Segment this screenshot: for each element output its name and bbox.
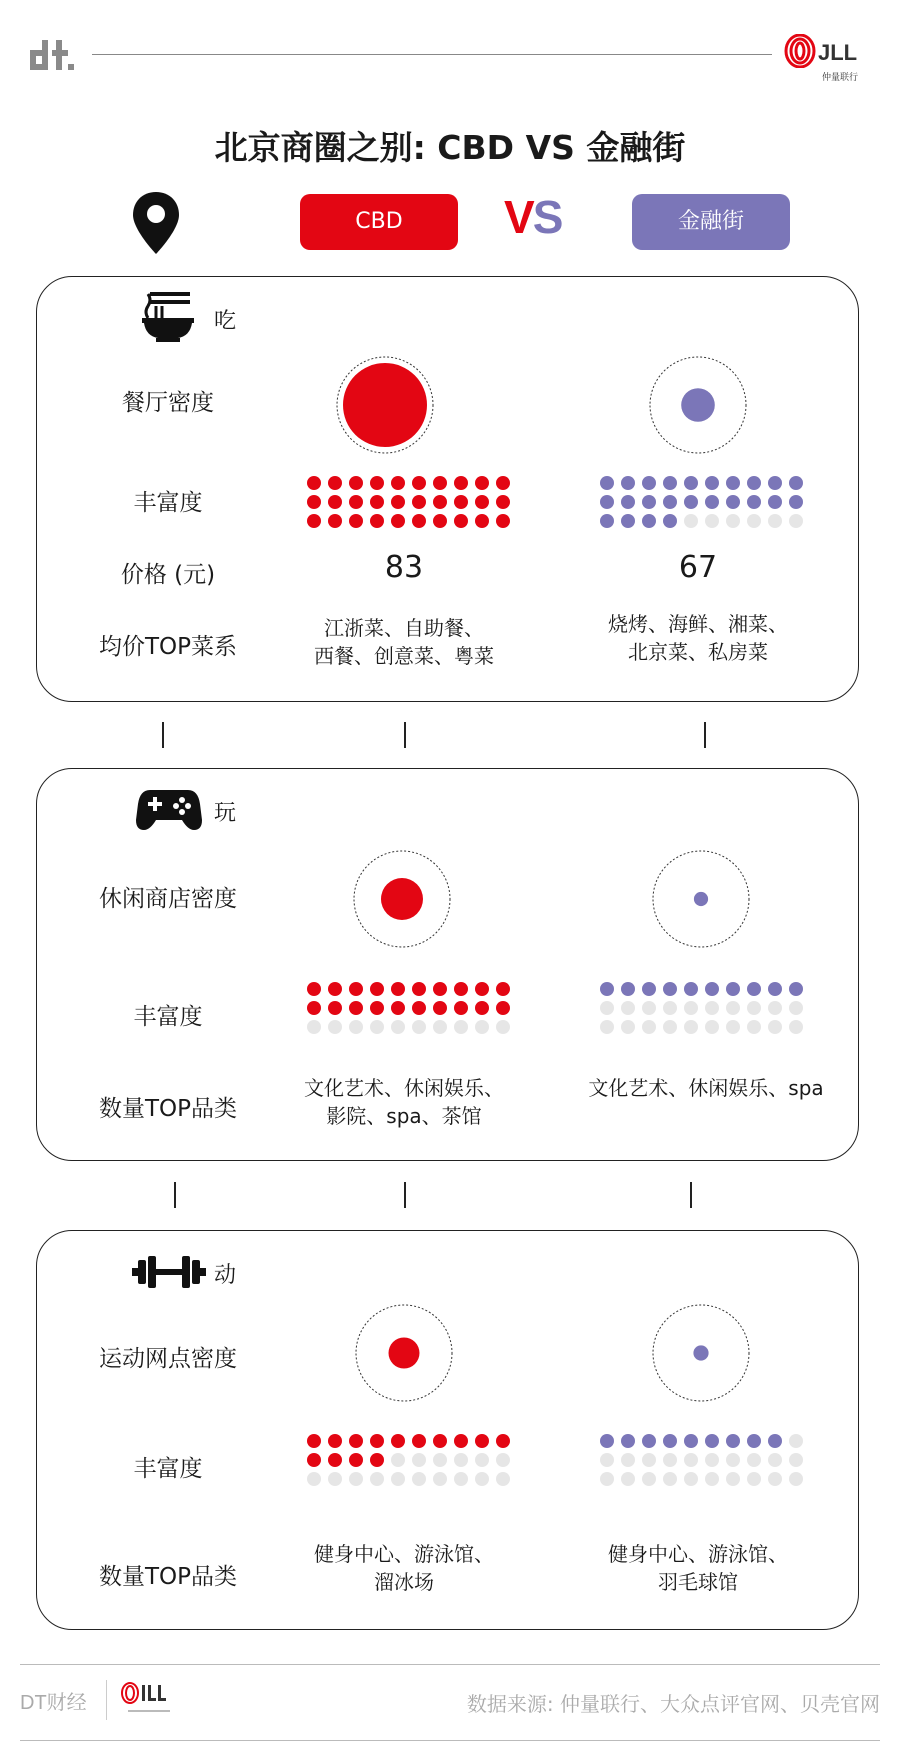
- richness-dot-filled: [454, 476, 468, 490]
- richness-dot-empty: [621, 1020, 635, 1034]
- richness-dot-filled: [496, 1434, 510, 1448]
- jll-logo: [784, 34, 884, 86]
- richness-dot-filled: [600, 495, 614, 509]
- move-jrj-top-list: 健身中心、游泳馆、 羽毛球馆: [608, 1542, 788, 1594]
- richness-dot-empty: [684, 1020, 698, 1034]
- richness-dot-filled: [349, 495, 363, 509]
- richness-dot-filled: [684, 495, 698, 509]
- richness-dot-filled: [433, 514, 447, 528]
- richness-dot-empty: [307, 1472, 321, 1486]
- dt-logo-icon: [30, 40, 74, 70]
- richness-dot-filled: [433, 982, 447, 996]
- richness-dot-filled: [475, 1434, 489, 1448]
- richness-dot-filled: [454, 1001, 468, 1015]
- eat-cbd-price: 83: [384, 550, 424, 585]
- eat-jrj-top-list: 烧烤、海鲜、湘菜、 北京菜、私房菜: [608, 612, 788, 664]
- richness-dot-filled: [328, 514, 342, 528]
- richness-dot-filled: [496, 495, 510, 509]
- richness-dot-filled: [433, 1434, 447, 1448]
- richness-dot-filled: [475, 476, 489, 490]
- richness-dot-filled: [454, 1434, 468, 1448]
- richness-dot-empty: [600, 1001, 614, 1015]
- richness-dot-filled: [705, 982, 719, 996]
- richness-dot-filled: [475, 1001, 489, 1015]
- richness-dot-filled: [349, 1453, 363, 1467]
- header-divider: [92, 54, 772, 55]
- play-cbd-density-bubble: [347, 844, 457, 954]
- footer-jll-logo-icon: [120, 1680, 182, 1720]
- richness-dot-empty: [391, 1020, 405, 1034]
- richness-dot-filled: [663, 476, 677, 490]
- eat-price-label: 价格 (元): [120, 562, 216, 588]
- richness-dot-empty: [349, 1020, 363, 1034]
- richness-dot-filled: [726, 1434, 740, 1448]
- move-cbd-richness-dots: [307, 1434, 510, 1486]
- richness-dot-empty: [412, 1020, 426, 1034]
- richness-dot-empty: [684, 514, 698, 528]
- richness-dot-filled: [391, 514, 405, 528]
- richness-dot-empty: [328, 1472, 342, 1486]
- richness-dot-empty: [663, 1001, 677, 1015]
- connector-line: [690, 1182, 692, 1208]
- richness-dot-filled: [726, 476, 740, 490]
- footer-bottom-divider: [20, 1740, 880, 1741]
- richness-dot-empty: [391, 1472, 405, 1486]
- section-play-title: 玩: [214, 801, 237, 826]
- richness-dot-empty: [600, 1453, 614, 1467]
- richness-dot-empty: [621, 1472, 635, 1486]
- richness-dot-filled: [705, 1434, 719, 1448]
- richness-dot-empty: [600, 1472, 614, 1486]
- richness-dot-filled: [621, 495, 635, 509]
- move-richness-label: 丰富度: [133, 1456, 203, 1482]
- richness-dot-empty: [747, 1020, 761, 1034]
- richness-dot-empty: [642, 1001, 656, 1015]
- richness-dot-filled: [684, 476, 698, 490]
- eat-density-label: 餐厅密度: [122, 390, 214, 416]
- richness-dot-filled: [600, 514, 614, 528]
- richness-dot-filled: [370, 982, 384, 996]
- eat-cbd-density-bubble: [330, 350, 440, 460]
- eat-top-label: 均价TOP菜系: [98, 634, 238, 660]
- richness-dot-empty: [768, 1001, 782, 1015]
- move-density-label: 运动网点密度: [99, 1346, 237, 1372]
- location-pin-icon: [130, 190, 182, 256]
- richness-dot-filled: [391, 1001, 405, 1015]
- richness-dot-filled: [349, 476, 363, 490]
- richness-dot-filled: [768, 1434, 782, 1448]
- richness-dot-empty: [789, 1020, 803, 1034]
- richness-dot-filled: [475, 982, 489, 996]
- play-jrj-density-bubble: [646, 844, 756, 954]
- legend-cbd-badge: CBD: [300, 194, 458, 250]
- richness-dot-filled: [496, 1001, 510, 1015]
- richness-dot-filled: [433, 476, 447, 490]
- richness-dot-filled: [349, 1434, 363, 1448]
- richness-dot-empty: [600, 1020, 614, 1034]
- richness-dot-filled: [307, 982, 321, 996]
- richness-dot-filled: [663, 514, 677, 528]
- richness-dot-empty: [475, 1020, 489, 1034]
- richness-dot-filled: [370, 1001, 384, 1015]
- richness-dot-filled: [642, 982, 656, 996]
- richness-dot-empty: [349, 1472, 363, 1486]
- play-cbd-richness-dots: [307, 982, 510, 1034]
- richness-dot-filled: [747, 982, 761, 996]
- richness-dot-filled: [621, 476, 635, 490]
- footer-data-source: 数据来源: 仲量联行、大众点评官网、贝壳官网: [466, 1692, 880, 1716]
- richness-dot-filled: [454, 495, 468, 509]
- play-cbd-top-list: 文化艺术、休闲娱乐、 影院、spa、茶馆: [304, 1076, 504, 1128]
- richness-dot-filled: [391, 495, 405, 509]
- play-jrj-richness-dots: [600, 982, 803, 1034]
- richness-dot-filled: [600, 982, 614, 996]
- eat-cbd-top-list: 江浙菜、自助餐、 西餐、创意菜、粤菜: [314, 616, 494, 668]
- richness-dot-empty: [726, 1472, 740, 1486]
- richness-dot-empty: [705, 1472, 719, 1486]
- richness-dot-filled: [307, 1453, 321, 1467]
- richness-dot-empty: [454, 1472, 468, 1486]
- richness-dot-filled: [328, 1453, 342, 1467]
- richness-dot-empty: [433, 1453, 447, 1467]
- richness-dot-empty: [747, 1001, 761, 1015]
- richness-dot-filled: [663, 982, 677, 996]
- richness-dot-filled: [600, 1434, 614, 1448]
- jll-swirl-icon: [784, 34, 816, 68]
- richness-dot-filled: [370, 514, 384, 528]
- richness-dot-empty: [642, 1453, 656, 1467]
- connector-line: [404, 1182, 406, 1208]
- move-jrj-richness-dots: [600, 1434, 803, 1486]
- richness-dot-filled: [747, 1434, 761, 1448]
- richness-dot-filled: [768, 476, 782, 490]
- richness-dot-filled: [412, 476, 426, 490]
- vs-label: VS: [504, 191, 562, 243]
- richness-dot-filled: [370, 1453, 384, 1467]
- richness-dot-filled: [496, 982, 510, 996]
- richness-dot-filled: [684, 1434, 698, 1448]
- richness-dot-empty: [747, 514, 761, 528]
- richness-dot-filled: [454, 982, 468, 996]
- richness-dot-empty: [747, 1472, 761, 1486]
- richness-dot-filled: [349, 1001, 363, 1015]
- richness-dot-empty: [768, 1020, 782, 1034]
- richness-dot-filled: [328, 1434, 342, 1448]
- richness-dot-filled: [642, 1434, 656, 1448]
- section-eat-title: 吃: [214, 309, 237, 334]
- eat-jrj-density-bubble: [643, 350, 753, 460]
- richness-dot-empty: [684, 1453, 698, 1467]
- richness-dot-empty: [307, 1020, 321, 1034]
- richness-dot-filled: [642, 476, 656, 490]
- richness-dot-empty: [621, 1001, 635, 1015]
- richness-dot-filled: [705, 495, 719, 509]
- richness-dot-empty: [412, 1453, 426, 1467]
- richness-dot-filled: [621, 982, 635, 996]
- connector-line: [404, 722, 406, 748]
- richness-dot-filled: [412, 982, 426, 996]
- richness-dot-empty: [370, 1472, 384, 1486]
- richness-dot-filled: [328, 982, 342, 996]
- jll-wordmark: JLL: [818, 40, 858, 65]
- richness-dot-empty: [726, 514, 740, 528]
- richness-dot-filled: [307, 476, 321, 490]
- richness-dot-filled: [412, 514, 426, 528]
- richness-dot-empty: [789, 1453, 803, 1467]
- richness-dot-empty: [663, 1472, 677, 1486]
- richness-dot-filled: [600, 476, 614, 490]
- jll-subtitle: 仲量联行: [822, 73, 859, 83]
- richness-dot-empty: [747, 1453, 761, 1467]
- richness-dot-empty: [705, 1453, 719, 1467]
- richness-dot-empty: [328, 1020, 342, 1034]
- richness-dot-filled: [768, 495, 782, 509]
- richness-dot-empty: [370, 1020, 384, 1034]
- richness-dot-empty: [433, 1020, 447, 1034]
- richness-dot-filled: [642, 495, 656, 509]
- richness-dot-filled: [349, 982, 363, 996]
- richness-dot-filled: [307, 495, 321, 509]
- richness-dot-empty: [642, 1472, 656, 1486]
- richness-dot-filled: [433, 495, 447, 509]
- gamepad-icon: [136, 786, 202, 832]
- richness-dot-empty: [789, 514, 803, 528]
- richness-dot-filled: [412, 495, 426, 509]
- eat-jrj-price: 67: [678, 550, 718, 585]
- connector-line: [162, 722, 164, 748]
- richness-dot-filled: [789, 495, 803, 509]
- richness-dot-filled: [663, 495, 677, 509]
- eat-jrj-richness-dots: [600, 476, 803, 528]
- richness-dot-empty: [726, 1001, 740, 1015]
- richness-dot-empty: [621, 1453, 635, 1467]
- richness-dot-filled: [475, 514, 489, 528]
- richness-dot-empty: [496, 1020, 510, 1034]
- richness-dot-empty: [789, 1434, 803, 1448]
- richness-dot-empty: [789, 1001, 803, 1015]
- richness-dot-filled: [642, 514, 656, 528]
- richness-dot-empty: [433, 1472, 447, 1486]
- richness-dot-empty: [475, 1472, 489, 1486]
- richness-dot-empty: [496, 1472, 510, 1486]
- richness-dot-filled: [307, 1001, 321, 1015]
- play-density-label: 休闲商店密度: [99, 886, 237, 912]
- richness-dot-filled: [621, 1434, 635, 1448]
- richness-dot-empty: [454, 1020, 468, 1034]
- richness-dot-empty: [789, 1472, 803, 1486]
- richness-dot-filled: [496, 514, 510, 528]
- richness-dot-filled: [391, 982, 405, 996]
- play-top-label: 数量TOP品类: [98, 1096, 238, 1122]
- page-title: 北京商圈之别: CBD VS 金融街: [214, 128, 686, 167]
- richness-dot-empty: [768, 1453, 782, 1467]
- richness-dot-filled: [328, 495, 342, 509]
- richness-dot-filled: [454, 514, 468, 528]
- richness-dot-filled: [370, 476, 384, 490]
- noodle-bowl-icon: [140, 292, 196, 342]
- richness-dot-filled: [370, 495, 384, 509]
- richness-dot-filled: [621, 514, 635, 528]
- richness-dot-filled: [475, 495, 489, 509]
- richness-dot-filled: [328, 1001, 342, 1015]
- richness-dot-empty: [454, 1453, 468, 1467]
- richness-dot-filled: [663, 1434, 677, 1448]
- move-jrj-density-bubble: [646, 1298, 756, 1408]
- richness-dot-filled: [412, 1434, 426, 1448]
- richness-dot-empty: [475, 1453, 489, 1467]
- connector-line: [174, 1182, 176, 1208]
- footer-brand: DT财经: [20, 1692, 87, 1714]
- eat-richness-label: 丰富度: [133, 490, 203, 516]
- richness-dot-filled: [705, 476, 719, 490]
- richness-dot-filled: [391, 1434, 405, 1448]
- richness-dot-empty: [391, 1453, 405, 1467]
- move-cbd-density-bubble: [349, 1298, 459, 1408]
- richness-dot-empty: [663, 1020, 677, 1034]
- richness-dot-empty: [705, 514, 719, 528]
- richness-dot-empty: [705, 1020, 719, 1034]
- footer-top-divider: [20, 1664, 880, 1665]
- richness-dot-empty: [768, 1472, 782, 1486]
- move-top-label: 数量TOP品类: [98, 1564, 238, 1590]
- move-cbd-top-list: 健身中心、游泳馆、 溜冰场: [314, 1542, 494, 1594]
- connector-line: [704, 722, 706, 748]
- play-richness-label: 丰富度: [133, 1004, 203, 1030]
- richness-dot-empty: [412, 1472, 426, 1486]
- richness-dot-empty: [496, 1453, 510, 1467]
- richness-dot-filled: [433, 1001, 447, 1015]
- richness-dot-empty: [684, 1472, 698, 1486]
- richness-dot-filled: [391, 476, 405, 490]
- richness-dot-empty: [726, 1020, 740, 1034]
- richness-dot-empty: [642, 1020, 656, 1034]
- richness-dot-filled: [726, 495, 740, 509]
- richness-dot-filled: [307, 1434, 321, 1448]
- richness-dot-filled: [789, 476, 803, 490]
- richness-dot-filled: [328, 476, 342, 490]
- play-jrj-top-list: 文化艺术、休闲娱乐、spa: [588, 1076, 824, 1100]
- richness-dot-filled: [768, 982, 782, 996]
- richness-dot-filled: [789, 982, 803, 996]
- legend-jrj-badge: 金融街: [632, 194, 790, 250]
- richness-dot-empty: [768, 514, 782, 528]
- richness-dot-filled: [726, 982, 740, 996]
- richness-dot-empty: [684, 1001, 698, 1015]
- eat-cbd-richness-dots: [307, 476, 510, 528]
- richness-dot-filled: [349, 514, 363, 528]
- richness-dot-filled: [370, 1434, 384, 1448]
- richness-dot-empty: [663, 1453, 677, 1467]
- richness-dot-filled: [684, 982, 698, 996]
- richness-dot-empty: [705, 1001, 719, 1015]
- richness-dot-filled: [747, 495, 761, 509]
- richness-dot-filled: [307, 514, 321, 528]
- section-move-title: 动: [214, 1263, 237, 1288]
- richness-dot-filled: [412, 1001, 426, 1015]
- dumbbell-icon: [132, 1256, 206, 1288]
- richness-dot-empty: [726, 1453, 740, 1467]
- footer-separator: [106, 1680, 107, 1720]
- richness-dot-filled: [747, 476, 761, 490]
- richness-dot-filled: [496, 476, 510, 490]
